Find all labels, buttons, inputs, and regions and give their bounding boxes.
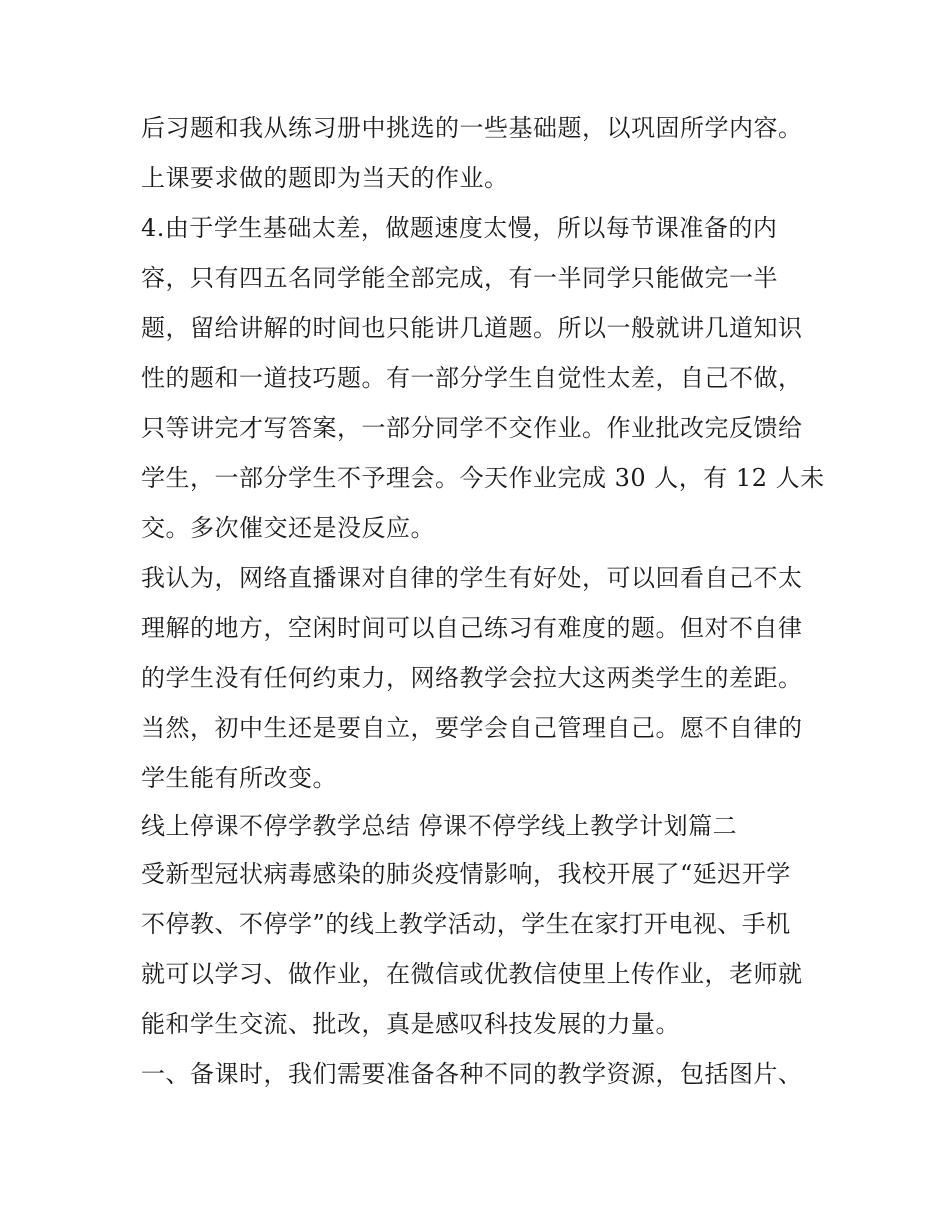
text-line: 当然，初中生还是要自立，要学会自己管理自己。愿不自律的 (141, 714, 803, 742)
text-line: 题，留给讲解的时间也只能讲几道题。所以一般就讲几道知识 (141, 314, 803, 342)
text-line: 交。多次催交还是没反应。 (141, 514, 435, 542)
text-line: 容，只有四五名同学能全部完成，有一半同学只能做完一半 (141, 264, 778, 292)
text-line: 受新型冠状病毒感染的肺炎疫情影响，我校开展了“延迟开学 (141, 860, 791, 888)
text-line: 后习题和我从练习册中挑选的一些基础题，以巩固所学内容。 (141, 114, 803, 142)
text-line: 上课要求做的题即为当天的作业。 (141, 164, 509, 192)
text-line: 一、备课时，我们需要准备各种不同的教学资源，包括图片、 (141, 1060, 803, 1088)
text-line: 能和学生交流、批改，真是感叹科技发展的力量。 (141, 1010, 680, 1038)
text-line: 我认为，网络直播课对自律的学生有好处，可以回看自己不太 (141, 564, 803, 592)
text-line: 学生，一部分学生不予理会。今天作业完成 30 人，有 12 人未 (141, 464, 825, 492)
text-line: 理解的地方，空闲时间可以自己练习有难度的题。但对不自律 (141, 614, 803, 642)
document-page (141, 103, 825, 1099)
text-line: 不停教、不停学”的线上教学活动，学生在家打开电视、手机 (141, 910, 791, 938)
text-line: 就可以学习、做作业，在微信或优教信使里上传作业，老师就 (141, 960, 803, 988)
text-line: 学生能有所改变。 (141, 764, 337, 792)
text-line: 只等讲完才写答案，一部分同学不交作业。作业批改完反馈给 (141, 414, 803, 442)
text-line: 性的题和一道技巧题。有一部分学生自觉性太差，自己不做， (141, 364, 803, 392)
text-line: 的学生没有任何约束力，网络教学会拉大这两类学生的差距。 (141, 664, 803, 692)
section-heading: 线上停课不停学教学总结 停课不停学线上教学计划篇二 (141, 812, 738, 840)
text-line: 4.由于学生基础太差，做题速度太慢，所以每节课准备的内 (141, 214, 778, 242)
